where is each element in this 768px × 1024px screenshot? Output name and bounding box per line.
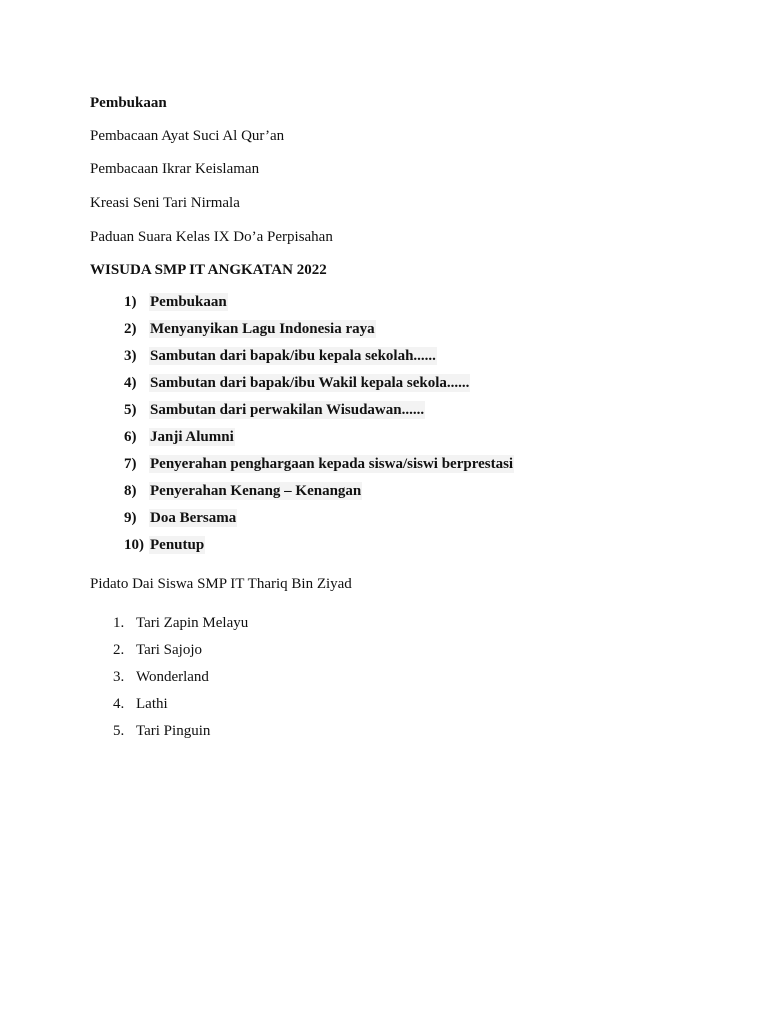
- performance-text: Tari Zapin Melayu: [136, 615, 249, 631]
- agenda-number: 4): [124, 375, 137, 391]
- agenda-text: Penutup: [150, 537, 205, 553]
- agenda-number: 3): [124, 348, 137, 364]
- performance-text: Tari Pinguin: [136, 723, 211, 739]
- agenda-item: [124, 509, 514, 536]
- performance-item: [113, 641, 248, 668]
- agenda-item: [124, 455, 514, 482]
- agenda-text: Sambutan dari bapak/ibu kepala sekolah......: [150, 348, 436, 364]
- performance-list: [113, 614, 248, 749]
- agenda-item: [124, 293, 514, 320]
- program-line: Pembacaan Ayat Suci Al Qur’an: [90, 128, 285, 144]
- performance-item: [113, 614, 248, 641]
- agenda-number: 9): [124, 510, 137, 526]
- performance-item: [113, 722, 248, 749]
- performance-number: 1.: [113, 615, 125, 631]
- performance-text: Wonderland: [136, 669, 209, 685]
- performance-text: Lathi: [136, 696, 168, 712]
- agenda-number: 10): [124, 537, 144, 553]
- section-heading-wisuda: WISUDA SMP IT ANGKATAN 2022: [90, 262, 327, 278]
- agenda-item: [124, 320, 514, 347]
- agenda-text: Doa Bersama: [150, 510, 237, 526]
- agenda-text: Pembukaan: [150, 294, 227, 310]
- agenda-list: [124, 293, 514, 563]
- agenda-text: Penyerahan Kenang – Kenangan: [150, 483, 362, 499]
- agenda-item: [124, 536, 514, 563]
- program-line: Kreasi Seni Tari Nirmala: [90, 195, 240, 211]
- agenda-text: Sambutan dari bapak/ibu Wakil kepala sekola......: [150, 375, 470, 391]
- performance-text: Tari Sajojo: [136, 642, 203, 658]
- agenda-text: Penyerahan penghargaan kepada siswa/siswi berprestasi: [150, 456, 514, 472]
- agenda-item: [124, 482, 514, 509]
- agenda-item: [124, 401, 514, 428]
- agenda-item: [124, 347, 514, 374]
- performance-number: 2.: [113, 642, 125, 658]
- performance-number: 5.: [113, 723, 125, 739]
- performance-number: 4.: [113, 696, 125, 712]
- agenda-item: [124, 374, 514, 401]
- agenda-number: 5): [124, 402, 137, 418]
- agenda-number: 2): [124, 321, 137, 337]
- performance-number: 3.: [113, 669, 125, 685]
- section-heading-pembukaan: Pembukaan: [90, 95, 167, 111]
- agenda-number: 6): [124, 429, 137, 445]
- program-line: Pembacaan Ikrar Keislaman: [90, 161, 260, 177]
- pidato-line: Pidato Dai Siswa SMP IT Thariq Bin Ziyad: [90, 576, 352, 592]
- agenda-number: 8): [124, 483, 137, 499]
- agenda-text: Sambutan dari perwakilan Wisudawan......: [150, 402, 425, 418]
- program-line: Paduan Suara Kelas IX Do’a Perpisahan: [90, 229, 333, 245]
- agenda-number: 7): [124, 456, 137, 472]
- agenda-item: [124, 428, 514, 455]
- agenda-text: Menyanyikan Lagu Indonesia raya: [150, 321, 375, 337]
- performance-item: [113, 668, 248, 695]
- agenda-text: Janji Alumni: [150, 429, 234, 445]
- agenda-number: 1): [124, 294, 137, 310]
- performance-item: [113, 695, 248, 722]
